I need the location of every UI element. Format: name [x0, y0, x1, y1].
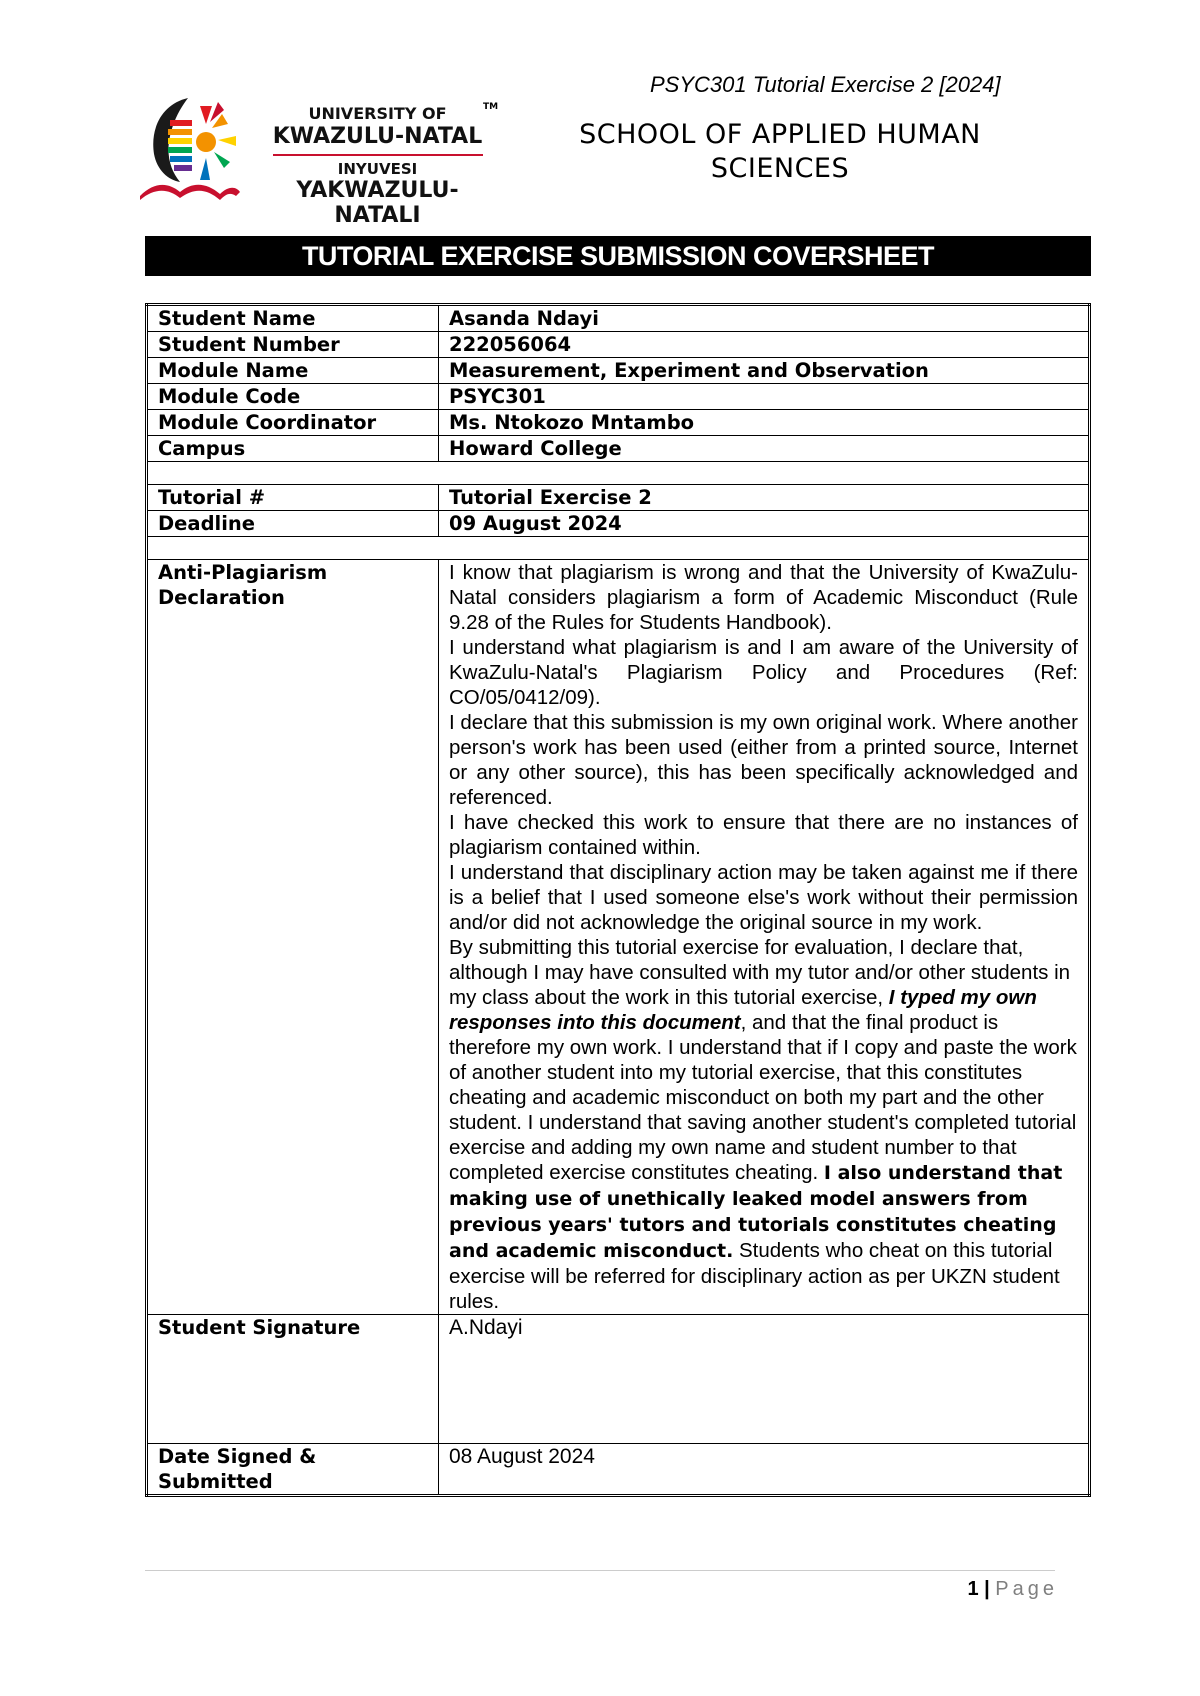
- university-logo: [140, 96, 500, 228]
- row-label: Module Name: [147, 358, 439, 384]
- table-row: [147, 436, 1090, 462]
- row-value: PSYC301: [439, 384, 1090, 410]
- trademark-mark: TM: [483, 102, 499, 112]
- declaration-emphasis: I typed my own responses into this document: [449, 986, 1037, 1034]
- table-row: [147, 358, 1090, 384]
- row-label: Tutorial #: [147, 485, 439, 511]
- row-value: 09 August 2024: [439, 511, 1090, 537]
- signature-label: Student Signature: [147, 1315, 439, 1444]
- declaration-label-line2: Declaration: [158, 586, 285, 609]
- blank-cell: [147, 537, 1090, 560]
- date-signed-row: [147, 1444, 1090, 1496]
- declaration-bold: I also understand that making use of unethically leaked model answers from previous years' tutors and tutorials constitutes cheating and academic misconduct.: [449, 1162, 1063, 1262]
- declaration-label: [147, 560, 439, 1315]
- page-number: 1: [967, 1578, 979, 1600]
- footer-divider: [145, 1570, 1055, 1571]
- table-row: [147, 384, 1090, 410]
- declaration-paragraph: I understand what plagiarism is and I am aware of the University of KwaZulu-Natal's Plagiarism Policy and Procedures (Ref: CO/05/0412/09).: [449, 636, 1078, 709]
- declaration-text: [439, 560, 1090, 1315]
- declaration-row: [147, 560, 1090, 1315]
- logo-line1: UNIVERSITY OF: [308, 104, 447, 123]
- logo-line3: INYUVESI: [337, 160, 418, 178]
- logo-line4: YAKWAZULU-NATALI: [296, 178, 459, 228]
- row-label: Student Name: [147, 305, 439, 332]
- declaration-paragraph: I have checked this work to ensure that there are no instances of plagiarism contained within.: [449, 811, 1078, 859]
- row-value: Howard College: [439, 436, 1090, 462]
- blank-cell: [147, 462, 1090, 485]
- blank-row: [147, 462, 1090, 485]
- page-footer: [900, 1578, 1058, 1601]
- blank-row: [147, 537, 1090, 560]
- declaration-paragraph: I know that plagiarism is wrong and that the University of KwaZulu-Natal considers plagiarism a form of Academic Misconduct (Rule 9.28 of the Rules for Students Handbook).: [449, 561, 1078, 634]
- table-row: [147, 305, 1090, 332]
- declaration-text-span: Students who cheat on this tutorial exercise will be referred for disciplinary action as per UKZN student rules.: [449, 1239, 1060, 1313]
- declaration-paragraph: [449, 935, 1078, 1314]
- declaration-label-line1: Anti-Plagiarism: [158, 561, 328, 584]
- declaration-paragraph: I declare that this submission is my own original work. Where another person's work has been used (either from a printed source, Internet or any other source), this has been specifically acknowledged and referenced.: [449, 711, 1078, 809]
- declaration-text-span: , and that the final product is therefore my own work. I understand that if I copy and paste the work of another student into my tutorial exercise, that this constitutes cheating and academic misconduct on both my part and the other student. I understand that saving another student's completed tutorial exercise and adding my own name and student number to that completed exercise constitutes cheating.: [449, 1011, 1077, 1184]
- date-signed-label: Date Signed & Submitted: [147, 1444, 439, 1496]
- school-title-line1: SCHOOL OF APPLIED HUMAN: [579, 119, 981, 150]
- row-label: Module Coordinator: [147, 410, 439, 436]
- page-separator: |: [978, 1578, 996, 1600]
- logo-divider: [273, 154, 483, 156]
- date-signed-value: 08 August 2024: [439, 1444, 1090, 1496]
- row-label: Module Code: [147, 384, 439, 410]
- table-row: [147, 410, 1090, 436]
- signature-row: [147, 1315, 1090, 1444]
- signature-value: A.Ndayi: [439, 1315, 1090, 1444]
- table-row: [147, 332, 1090, 358]
- table-row: [147, 511, 1090, 537]
- school-title-line2: SCIENCES: [710, 153, 850, 184]
- row-value: 222056064: [439, 332, 1090, 358]
- row-value: Asanda Ndayi: [439, 305, 1090, 332]
- declaration-text-span: By submitting this tutorial exercise for evaluation, I declare that, although I may have consulted with my tutor and/or other students in my class about the work in this tutorial exercise,: [449, 936, 1071, 1009]
- row-value: Measurement, Experiment and Observation: [439, 358, 1090, 384]
- row-value: Ms. Ntokozo Mntambo: [439, 410, 1090, 436]
- school-title: [530, 118, 1030, 186]
- logo-line2: KWAZULU-NATAL: [272, 124, 483, 149]
- declaration-paragraph: I understand that disciplinary action may be taken against me if there is a belief that I used someone else's work without their permission and/or did not acknowledge the original source in my work.: [449, 861, 1078, 934]
- module-title-header: PSYC301 Tutorial Exercise 2 [2024]: [650, 72, 1001, 97]
- row-label: Deadline: [147, 511, 439, 537]
- page-word: Page: [995, 1578, 1058, 1600]
- coversheet-table: [145, 303, 1091, 1497]
- row-value: Tutorial Exercise 2: [439, 485, 1090, 511]
- table-row: [147, 485, 1090, 511]
- coversheet-banner: TUTORIAL EXERCISE SUBMISSION COVERSHEET: [145, 236, 1091, 276]
- row-label: Student Number: [147, 332, 439, 358]
- row-label: Campus: [147, 436, 439, 462]
- ukzn-emblem-icon: [140, 96, 260, 212]
